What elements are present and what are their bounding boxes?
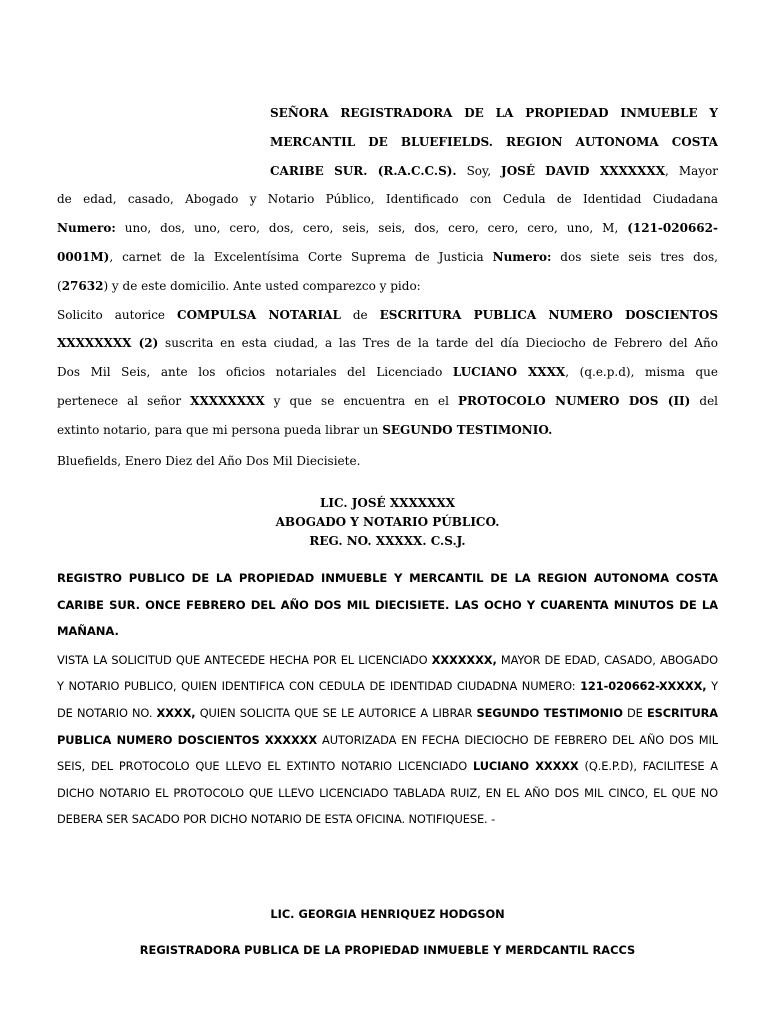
escritura-number: XXXXXXXX (2): [57, 336, 159, 351]
registry-body-6: AUTORIZADA EN FECHA DIECIOCHO DE FEBRERO DEL AÑO DOS MIL SEIS, DEL PROTOCOLO QUE LLEVO EL EXTINTO NOTARIO LICENCIADO: [57, 732, 718, 774]
request-line-4-text: de edad, casado, Abogado y Notario Público, Identificado con Cedula de Identidad Ciudadana: [57, 192, 718, 207]
request-date: Bluefields, Enero Diez del Año Dos Mil Diecisiete.: [57, 453, 361, 468]
registry-segundo-testimonio: SEGUNDO TESTIMONIO: [476, 705, 623, 720]
numero-label: Numero:: [57, 221, 116, 236]
request-line-4: [57, 185, 718, 214]
signature-block-registrar: [57, 903, 718, 961]
registry-id-number: 121-020662-XXXXX,: [580, 679, 707, 694]
heading-line-1: SEÑORA REGISTRADORA DE LA PROPIEDAD INMUEBLE Y: [270, 106, 718, 120]
id-number-part-2: 0001M): [57, 249, 110, 264]
request-line-7: [57, 272, 718, 301]
request-line-10-tail: , (q.e.p.d), misma que: [565, 365, 719, 380]
registry-body-7: (Q.E.P.D), FACILITESE A DICHO NOTARIO EL PROTOCOLO QUE LLEVO LICENCIADO TABLADA RUIZ, EN EL AÑO DOS MIL CINCO, EL QUE NO DEBERA SER SACADO POR DICHO NOTARIO DE ESTA OFICINA. NOTIFIQUESE. -: [57, 759, 718, 827]
id-number-part-1: (121-020662-: [627, 221, 718, 236]
request-line-11-mid: y que se encuentra en el: [264, 393, 459, 408]
luciano-name: LUCIANO XXXX: [452, 365, 566, 380]
heading-line-3-tail: , Mayor: [665, 163, 718, 178]
carnet-number-words: dos siete seis tres dos,: [551, 249, 718, 264]
de-text: de: [340, 307, 380, 322]
notary-reg: REG. NO. XXXXX. C.S.J.: [309, 534, 466, 548]
registry-body-5: DE: [622, 705, 647, 720]
request-line-10-text: Dos Mil Seis, ante los oficios notariales del Licenciado: [57, 365, 453, 380]
notary-title: ABOGADO Y NOTARIO PÚBLICO.: [275, 515, 500, 529]
registrar-name: LIC. GEORGIA HENRIQUEZ HODGSON: [270, 907, 505, 921]
request-line-5: [57, 214, 718, 243]
request-line-11-tail: del: [690, 393, 719, 408]
registry-notary-no: XXXX,: [156, 705, 196, 720]
registry-body-2: MAYOR DE EDAD, CASADO, ABOGADO Y NOTARIO PUBLICO, QUIEN IDENTIFICA CON CEDULA DE IDENTIDAD CIUDADNA NUMERO:: [57, 652, 719, 694]
domicile-text: ) y de este domicilio. Ante usted comparezco y pido:: [103, 278, 421, 293]
paren-open: (: [57, 278, 62, 293]
request-line-9: [57, 329, 718, 358]
registry-body-1: VISTA LA SOLICITUD QUE ANTECEDE HECHA POR EL LICENCIADO: [57, 652, 432, 667]
registry-escritura: ESCRITURA PUBLICA NUMERO DOSCIENTOS XXXXXX: [57, 705, 718, 747]
heading-line-3-bold: CARIBE SUR. (R.A.C.C.S).: [270, 163, 457, 178]
request-letter: [57, 99, 718, 491]
requester-name: JOSÉ DAVID XXXXXXX: [501, 163, 666, 178]
registry-resolution: [57, 565, 718, 833]
solicito-text: Solicito autorice: [57, 307, 178, 322]
request-line-10: [57, 358, 718, 387]
request-line-8: [57, 301, 718, 330]
request-line-9-text: suscrita en esta ciudad, a las Tres de la tarde del día Dieciocho de Febrero del Año: [158, 336, 718, 351]
carnet-text: , carnet de la Excelentísima Corte Suprema de Justicia: [109, 249, 493, 264]
signature-block-notary: [57, 494, 718, 551]
carnet-number: 27632: [61, 278, 104, 293]
request-heading-line-2: [270, 128, 718, 157]
registry-body: [57, 647, 718, 833]
heading-line-2: MERCANTIL DE BLUEFIELDS. REGION AUTONOMA COSTA: [270, 134, 718, 149]
request-heading-line-3: [270, 157, 718, 186]
registrar-title: REGISTRADORA PUBLICA DE LA PROPIEDAD INMUEBLE Y MERDCANTIL RACCS: [139, 943, 636, 957]
request-line-11: [57, 387, 718, 416]
heading-line-3-text: Soy,: [456, 163, 502, 178]
notary-name: LIC. JOSÉ XXXXXXX: [319, 496, 456, 510]
compulsa-notarial: COMPULSA NOTARIAL: [177, 307, 341, 322]
numero-label-2: Numero:: [492, 249, 552, 264]
request-line-12-text: extinto notario, para que mi persona pueda librar un: [57, 422, 383, 437]
registry-body-4: QUIEN SOLICITA QUE SE LE AUTORICE A LIBRAR: [195, 705, 477, 720]
registry-body-3: Y DE NOTARIO NO.: [57, 679, 718, 720]
registry-luciano: LUCIANO XXXXX: [472, 759, 579, 774]
request-line-6: [57, 243, 718, 272]
request-line-11-text: pertenece al señor: [57, 393, 191, 408]
request-heading-line-1: [270, 99, 718, 128]
registry-licenciado-name: XXXXXXX,: [431, 652, 497, 667]
owner-name: XXXXXXXX: [190, 393, 265, 408]
escritura-title: ESCRITURA PUBLICA NUMERO DOSCIENTOS: [379, 307, 718, 322]
registry-heading: REGISTRO PUBLICO DE LA PROPIEDAD INMUEBLE Y MERCANTIL DE LA REGION AUTONOMA COSTA CARIBE SUR. ONCE FEBRERO DEL AÑO DOS MIL DIECISIETE. LAS OCHO Y CUARENTA MINUTOS DE LA MAÑANA.: [57, 571, 718, 639]
id-number-words: uno, dos, uno, cero, dos, cero, seis, seis, dos, cero, cero, cero, uno, M,: [115, 221, 628, 236]
segundo-testimonio: SEGUNDO TESTIMONIO.: [382, 422, 553, 437]
protocolo-number: PROTOCOLO NUMERO DOS (II): [458, 393, 691, 408]
